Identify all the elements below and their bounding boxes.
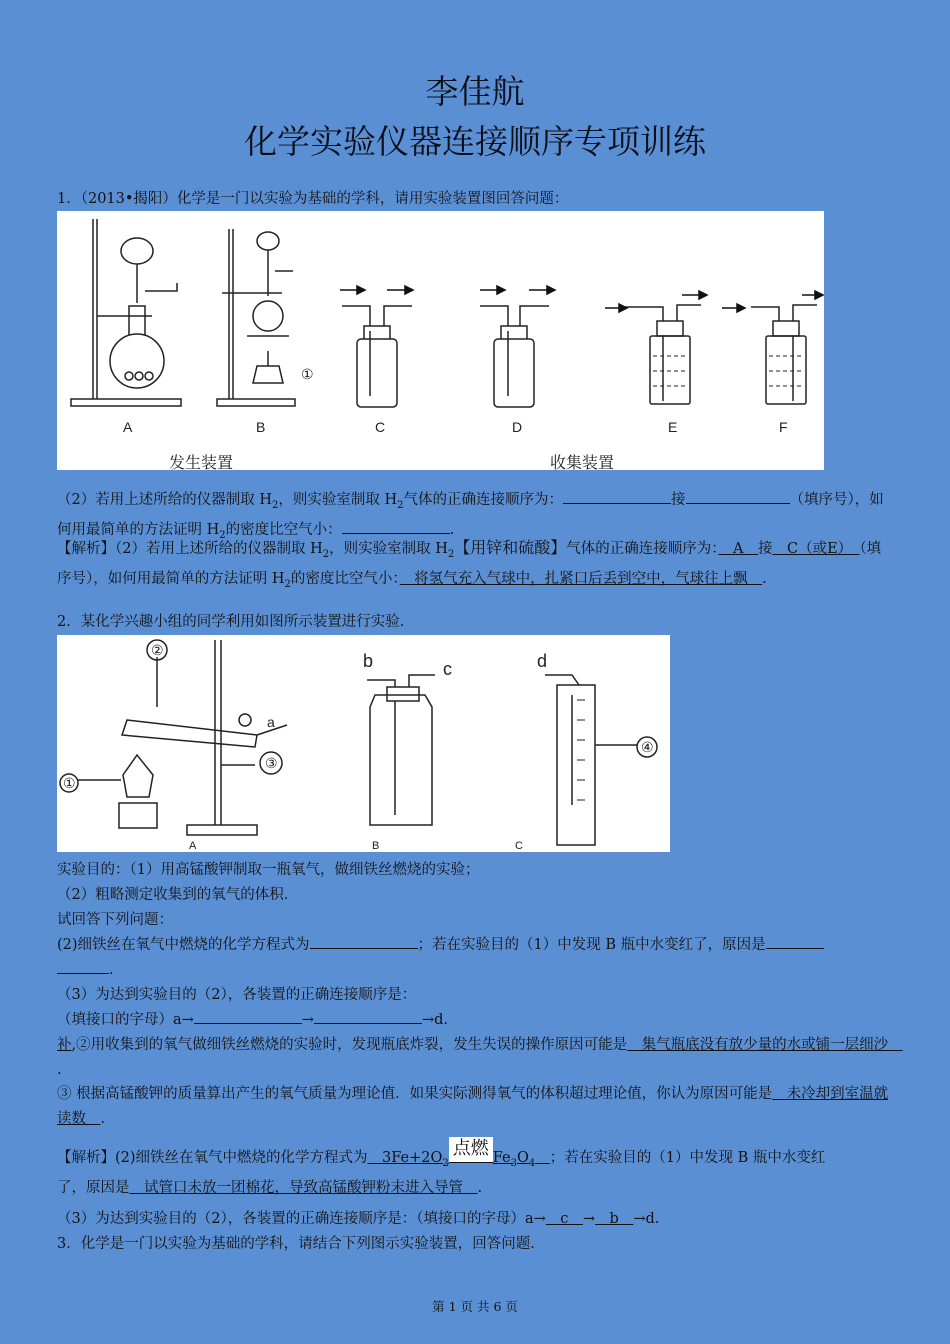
answer-blank[interactable]: [57, 959, 109, 974]
q2-part-3-order: （填接口的字母）a→ → →d.: [57, 1008, 895, 1033]
fig1-label-f: F: [779, 419, 788, 435]
answer-blank[interactable]: [563, 489, 671, 504]
q2-apparatus-figure: [57, 635, 670, 852]
q1-intro: 1．（2013•揭阳）化学是一门以实验为基础的学科，请用实验装置图回答问题：: [57, 191, 569, 207]
q2-solution-3: （3）为达到实验目的（2），各装置的正确连接顺序是：（填接口的字母）a→ c → b →d.: [57, 1211, 660, 1227]
q2-goal-2: （2）粗略测定收集到的氧气的体积．: [57, 887, 299, 903]
fig2-mark-2: ②: [151, 642, 164, 658]
answer-blank[interactable]: [342, 519, 450, 534]
page-number: 第 1 页 共 6 页: [432, 1299, 518, 1314]
fig2-mark-1: ①: [63, 775, 76, 791]
q2-intro: 2．某化学兴趣小组的同学利用如图所示装置进行实验．: [57, 614, 415, 630]
fig1-group-collection: 收集装置: [550, 455, 615, 470]
answer-blank[interactable]: [686, 489, 790, 504]
q2-solution: 【解析】(2)细铁丝在氧气中燃烧的化学方程式为 $3Fe+2O_2$点燃 $Fe_3O_4$ ；若在实验目的（1）中发现 B 瓶中水变红 了，原因是 试管口未放一团棉花，导致高锰酸钾粉末进入导管 .: [57, 1138, 826, 1197]
answer-blank[interactable]: [194, 1009, 302, 1024]
fig1-label-e: E: [668, 419, 678, 435]
fig2-mark-b: b: [363, 651, 374, 671]
page-title: 化学实验仪器连接顺序专项训练: [244, 122, 706, 161]
fig1-mark-1: ①: [301, 366, 314, 382]
fig2-label-b: B: [372, 840, 380, 852]
fig2-mark-c: c: [443, 659, 452, 679]
q3-intro: 3．化学是一门以实验为基础的学科，请结合下列图示实验装置，回答问题．: [57, 1236, 545, 1252]
fig2-label-c: C: [515, 840, 523, 852]
fig1-label-a: A: [123, 419, 133, 435]
fig2-mark-3: ③: [265, 755, 278, 771]
q2-part-5: ③ 根据高锰酸钾的质量算出产生的氧气质量为理论值．如果实际测得氧气的体积超过理论值，你认为原因可能是 未冷却到室温就读数 .: [57, 1086, 889, 1127]
answer-blank[interactable]: [310, 934, 418, 949]
ignite-condition: 点燃: [449, 1137, 493, 1163]
q2-part-2: (2)细铁丝在氧气中燃烧的化学方程式为 ；若在实验目的（1）中发现 B 瓶中水变红了，原因是 .: [57, 933, 895, 982]
q1-question-2: （2）若用上述所给的仪器制取 $H_2$，则实验室制取 $H_2$气体的正确连接顺序为： 接 （填序号），如何用最简单的方法证明 $H_2$的密度比空气小： .: [57, 488, 895, 549]
q2-ask: 试回答下列问题：: [57, 912, 173, 928]
fig1-label-d: D: [512, 419, 523, 435]
q2-apparatus-drawing: [57, 635, 670, 852]
fig1-label-b: B: [256, 419, 266, 435]
answer-blank[interactable]: [314, 1009, 422, 1024]
q1-solution: 【解析】（2）若用上述所给的仪器制取 $H_2$，则实验室制取 $H_2$【用锌和硫酸】气体的正确连接顺序为： A 接 C（或E） （填序号），如何用最简单的方法证明 $H_2$的密度比空气小： 将氢气充入气球中，扎紧口后丢到空中，气球往上飘 .: [57, 540, 882, 591]
fig1-label-c: C: [375, 419, 386, 435]
author-name: 李佳航: [425, 72, 525, 111]
q2-part-4: 补,②用收集到的氧气做细铁丝燃烧的实验时，发现瓶底炸裂，发生失误的操作原因可能是 集气瓶底没有放少量的水或铺一层细沙 .: [57, 1037, 903, 1078]
fig2-mark-a: a: [267, 714, 275, 730]
q1-apparatus-figure: [57, 211, 824, 470]
fig2-label-a: A: [189, 840, 197, 852]
q2-goal-1: 实验目的：（1）用高锰酸钾制取一瓶氧气，做细铁丝燃烧的实验；: [57, 862, 480, 878]
fig2-mark-d: d: [537, 651, 548, 671]
q2-part-3: （3）为达到实验目的（2），各装置的正确连接顺序是：: [57, 987, 417, 1003]
fig2-mark-4: ④: [641, 739, 654, 755]
answer-blank[interactable]: [766, 934, 824, 949]
q1-apparatus-drawing: [57, 211, 824, 470]
fig1-group-generation: 发生装置: [169, 455, 234, 470]
